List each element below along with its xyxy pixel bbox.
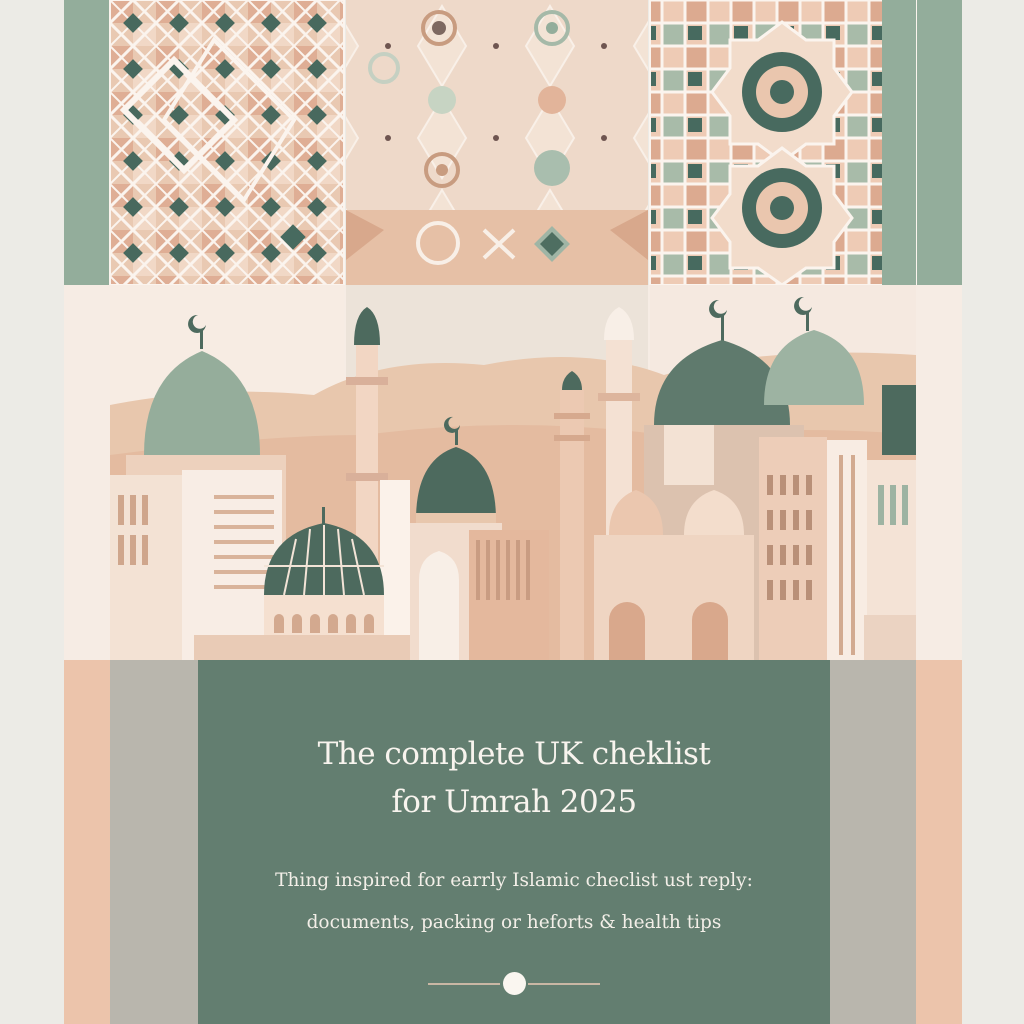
mosque-skyline-illustration (64, 285, 962, 660)
ornamental-divider (428, 972, 600, 996)
tile-band-art (64, 0, 962, 288)
grey-stripe-left (110, 660, 198, 1024)
geometric-star-icon (712, 148, 852, 285)
divider-line-left (428, 983, 500, 985)
cover-title-line-2: for Umrah 2025 (391, 784, 637, 820)
divider-line-right (528, 983, 600, 985)
geometric-tile-band (64, 0, 962, 288)
peach-stripe-left (64, 660, 110, 1024)
peach-stripe-right (916, 660, 962, 1024)
cover-bottom-section (64, 660, 962, 1024)
title-panel (198, 660, 830, 1024)
cover-title (198, 730, 830, 826)
cover-subtitle-line-1: Thing inspired for earrly Islamic checlist ust reply: (275, 870, 753, 891)
divider-dot (503, 972, 526, 995)
cover-subtitle-line-2: documents, packing or heforts & health tips (306, 912, 722, 933)
cover-title-line-1: The complete UK cheklist (317, 736, 711, 772)
skyline-art (64, 285, 962, 660)
cover-card (64, 0, 962, 1024)
cover-subtitle (228, 860, 800, 944)
grey-stripe-right (830, 660, 916, 1024)
geometric-star-icon (712, 22, 852, 162)
